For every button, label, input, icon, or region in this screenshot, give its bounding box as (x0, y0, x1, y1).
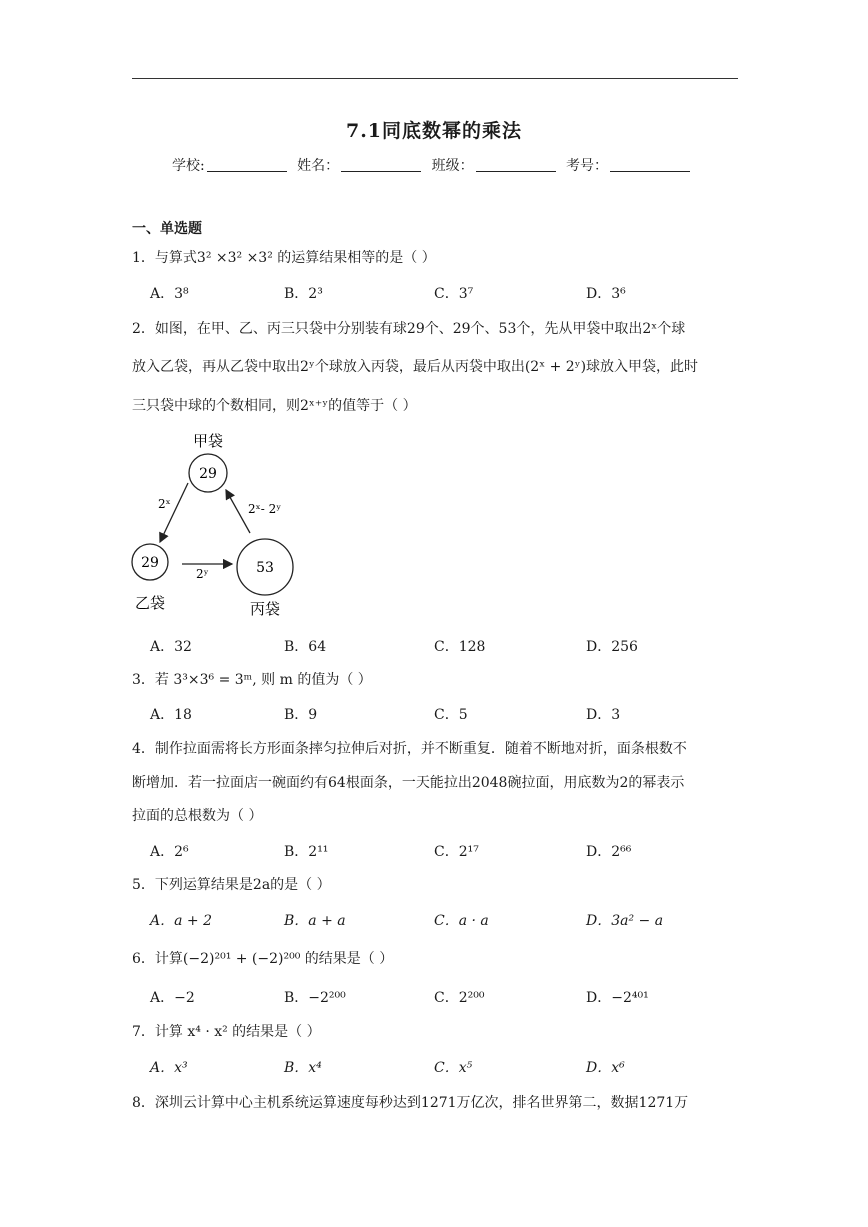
q3-option-b[interactable]: B．9 (284, 707, 318, 723)
school-label: 学校: (171, 158, 205, 174)
bag-b-label: 乙袋 (134, 594, 166, 612)
header-rule (132, 78, 738, 79)
q1-option-d[interactable]: D．3⁶ (586, 286, 626, 302)
question-5-stem: 5．下列运算结果是2a的是（ ） (132, 877, 331, 893)
name-label: 姓名： (297, 158, 340, 174)
class-blank[interactable] (476, 157, 556, 172)
question-6-stem: 6．计算(−2)²⁰¹ + (−2)²⁰⁰ 的结果是（ ） (132, 951, 394, 967)
q2-option-d[interactable]: D．256 (586, 639, 638, 655)
question-4-stem-line-2: 断增加．若一拉面店一碗面约有64根面条，一天能拉出2048碗拉面，用底数为2的幂表示 (132, 775, 685, 791)
arrow-a-to-b-label: 2ˣ (158, 497, 171, 511)
class-label: 班级： (431, 158, 474, 174)
bag-b-count: 29 (141, 555, 159, 571)
q4-option-d[interactable]: D．2⁶⁶ (586, 844, 632, 860)
q5-option-c[interactable]: C．a · a (434, 913, 489, 929)
arrow-a-to-b (160, 483, 188, 542)
q3-option-a[interactable]: A．18 (150, 707, 192, 723)
student-info-line (0, 155, 868, 175)
arrow-b-to-c-label: 2ʸ (196, 567, 209, 581)
q1-option-b[interactable]: B．2³ (284, 286, 323, 302)
q1-option-a[interactable]: A．3⁸ (150, 286, 189, 302)
question-8-stem: 8．深圳云计算中心主机系统运算速度每秒达到1271万亿次，排名世界第二，数据1271万 (132, 1095, 689, 1111)
q3-option-d[interactable]: D．3 (586, 707, 621, 723)
page-title: 7.1同底数幂的乘法 (345, 120, 523, 142)
q2-option-b[interactable]: B．64 (284, 639, 327, 655)
q6-option-d[interactable]: D．−2⁴⁰¹ (586, 990, 649, 1006)
q6-option-b[interactable]: B．−2²⁰⁰ (284, 990, 346, 1006)
question-2-stem-line-2: 放入乙袋，再从乙袋中取出2ʸ个球放入丙袋，最后从丙袋中取出(2ˣ + 2ʸ)球放入甲袋，此时 (132, 359, 699, 375)
q4-option-b[interactable]: B．2¹¹ (284, 844, 329, 860)
exam-no-blank[interactable] (610, 157, 690, 172)
bag-a-count: 29 (199, 466, 217, 482)
bag-a-label: 甲袋 (192, 432, 224, 450)
q7-option-b[interactable]: B．x⁴ (284, 1060, 322, 1076)
school-blank[interactable] (207, 157, 287, 172)
bag-c-label: 丙袋 (249, 600, 281, 618)
q5-option-d[interactable]: D．3a² − a (586, 913, 664, 929)
exam-no-label: 考号： (566, 158, 609, 174)
question-1-stem: 1．与算式3² ×3² ×3² 的运算结果相等的是（ ） (132, 250, 436, 266)
q7-option-d[interactable]: D．x⁶ (586, 1060, 625, 1076)
q7-option-a[interactable]: A．x³ (150, 1060, 188, 1076)
bags-diagram (120, 428, 320, 618)
q6-option-c[interactable]: C．2²⁰⁰ (434, 990, 485, 1006)
question-2-stem-line-3: 三只袋中球的个数相同，则2ˣ⁺ʸ的值等于（ ） (132, 398, 417, 414)
bag-c-count: 53 (256, 560, 274, 576)
section-heading: 一、单选题 (132, 221, 202, 237)
q6-option-a[interactable]: A．−2 (150, 990, 195, 1006)
name-blank[interactable] (341, 157, 421, 172)
question-7-stem: 7．计算 x⁴ · x² 的结果是（ ） (132, 1024, 321, 1040)
q2-option-c[interactable]: C．128 (434, 639, 486, 655)
q7-option-c[interactable]: C．x⁵ (434, 1060, 473, 1076)
q4-option-a[interactable]: A．2⁶ (150, 844, 189, 860)
q4-option-c[interactable]: C．2¹⁷ (434, 844, 479, 860)
q3-option-c[interactable]: C．5 (434, 707, 468, 723)
q1-option-c[interactable]: C．3⁷ (434, 286, 474, 302)
question-4-stem-line-1: 4．制作拉面需将长方形面条摔匀拉伸后对折，并不断重复．随着不断地对折，面条根数不 (132, 741, 687, 757)
q2-option-a[interactable]: A．32 (150, 639, 192, 655)
arrow-c-to-a (226, 490, 250, 533)
arrow-c-to-a-label: 2ˣ- 2ʸ (248, 502, 282, 516)
question-4-stem-line-3: 拉面的总根数为（ ） (132, 808, 263, 824)
question-3-stem: 3．若 3³×3⁶ = 3ᵐ, 则 m 的值为（ ） (132, 672, 372, 688)
q5-option-a[interactable]: A．a + 2 (150, 913, 212, 929)
question-2-stem-line-1: 2．如图，在甲、乙、丙三只袋中分别装有球29个、29个、53个，先从甲袋中取出2ˣ个球 (132, 321, 686, 337)
q5-option-b[interactable]: B．a + a (284, 913, 346, 929)
